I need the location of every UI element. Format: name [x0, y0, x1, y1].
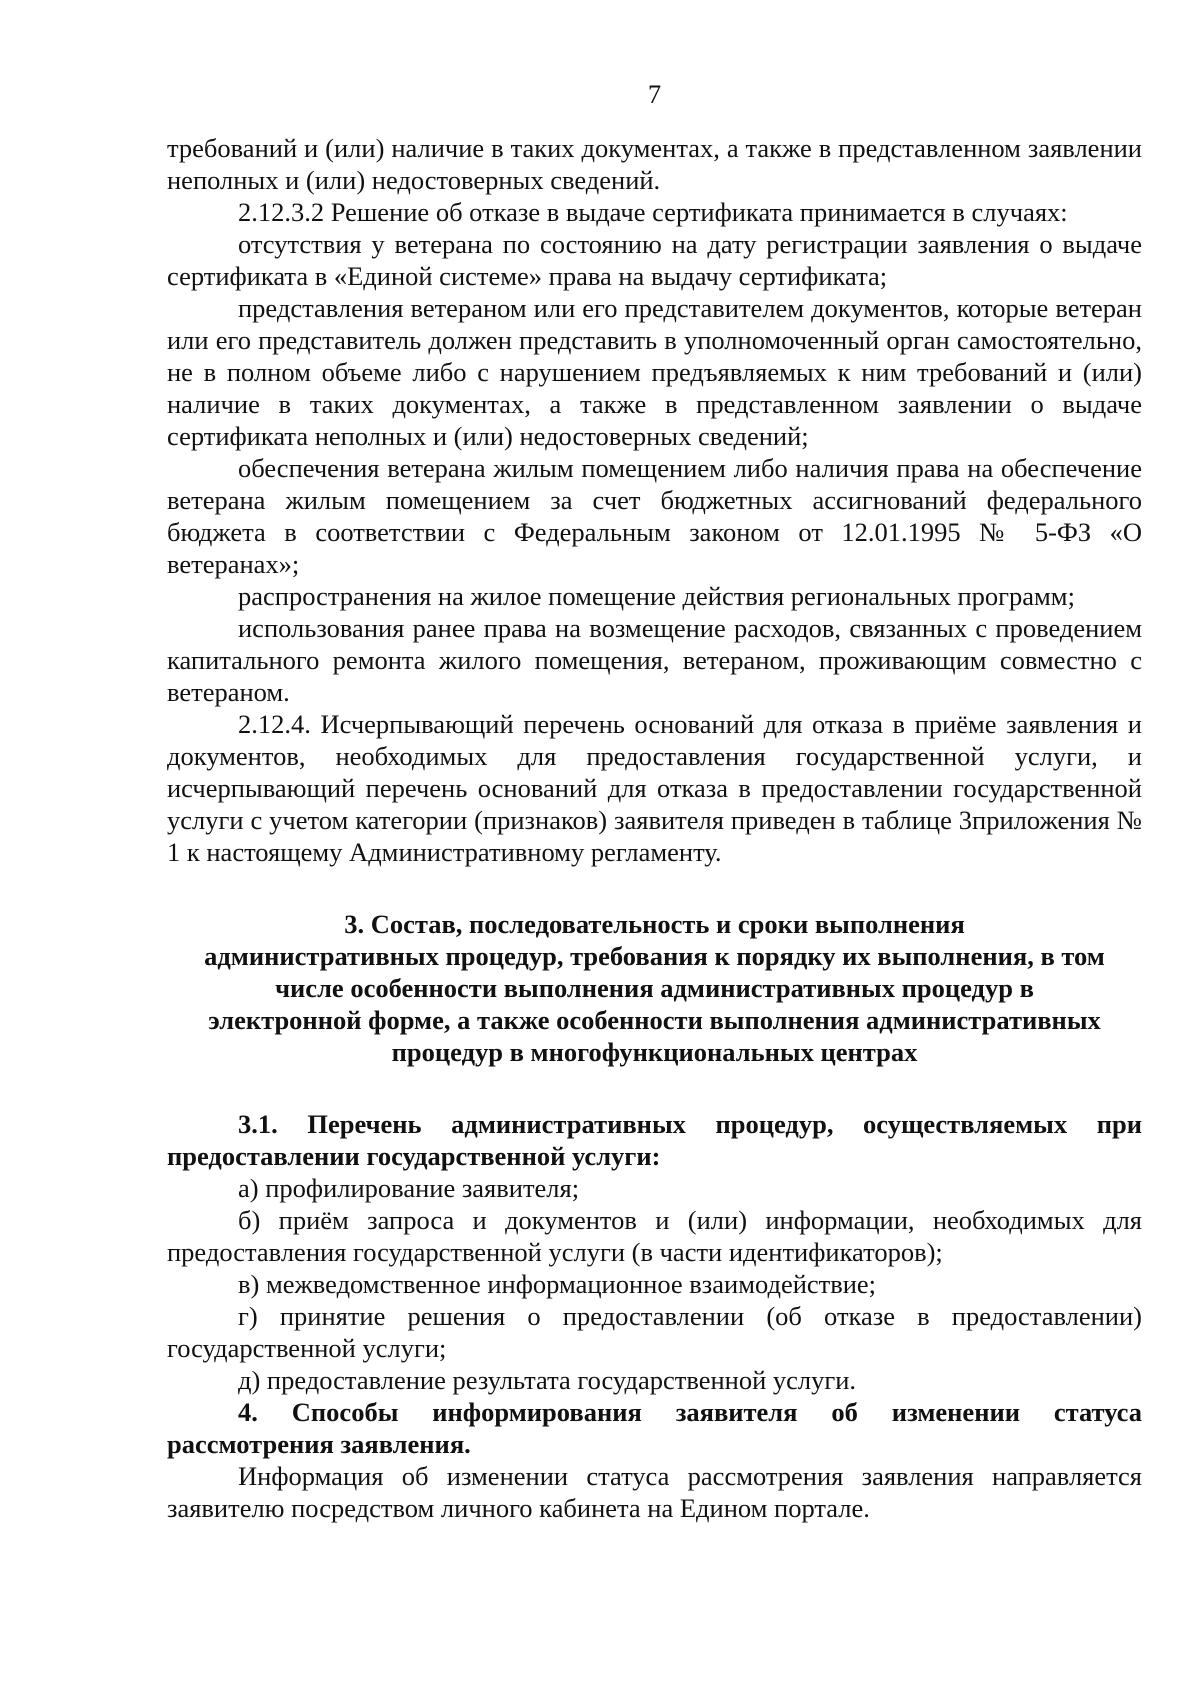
paragraph-reason-2: представления ветераном или его представителем документов, которые ветеран или его представитель должен представить в уполномоченный орган самостоятельно, не в полном объеме либо с нарушением предъявляемых к ним требований и (или) наличие в таких документах, а также в представленном заявлении о выдаче сертификата неполных и (или) недостоверных сведений;: [167, 293, 1142, 451]
paragraph-2-12-4: 2.12.4. Исчерпывающий перечень оснований для отказа в приёме заявления и документов, необходимых для предоставления государственной услуги, и исчерпывающий перечень оснований для отказа в предоставлении государственной услуги с учетом категории (признаков) заявителя приведен в таблице 3приложения № 1 к настоящему Административному регламенту.: [167, 709, 1142, 867]
section-3-heading: [167, 908, 1142, 1068]
list-item: б) приём запроса и документов и (или) информации, необходимых для предоставления государственной услуги (в части идентификаторов);: [167, 1205, 1142, 1267]
document-page: [167, 78, 1142, 1524]
list-item: а) профилирование заявителя;: [238, 1173, 580, 1203]
section-3-1-title: 3.1. Перечень административных процедур, осуществляемых при предоставлении государственной услуги:: [167, 1109, 1142, 1171]
section-3-heading-line: административных процедур, требования к порядку их выполнения, в том: [204, 941, 1105, 971]
section-4-title: 4. Способы информирования заявителя об изменении статуса рассмотрения заявления.: [167, 1397, 1142, 1459]
paragraph-reason-5: использования ранее права на возмещение расходов, связанных с проведением капитального ремонта жилого помещения, ветераном, проживающим совместно с ветераном.: [167, 613, 1142, 707]
paragraph-reason-3: обеспечения ветерана жилым помещением либо наличия права на обеспечение ветерана жилым помещением за счет бюджетных ассигнований федерального бюджета в соответствии с Федеральным законом от 12.01.1995 № 5-ФЗ «О ветеранах»;: [167, 453, 1142, 579]
paragraph-continuation: требований и (или) наличие в таких документах, а также в представленном заявлении неполных и (или) недостоверных сведений.: [167, 133, 1142, 195]
page-number: 7: [647, 79, 662, 109]
list-item: г) принятие решения о предоставлении (об отказе в предоставлении) государственной услуги;: [167, 1301, 1142, 1363]
section-3-heading-line: 3. Состав, последовательность и сроки выполнения: [344, 909, 965, 939]
section-3-heading-line: числе особенности выполнения административных процедур в: [275, 973, 1034, 1003]
paragraph-reason-4: распространения на жилое помещение действия региональных программ;: [238, 581, 1075, 611]
list-item: д) предоставление результата государственной услуги.: [238, 1365, 857, 1395]
paragraph-reason-1: отсутствия у ветерана по состоянию на дату регистрации заявления о выдаче сертификата в «Единой системе» права на выдачу сертификата;: [167, 229, 1142, 291]
paragraph-2-12-3-2: 2.12.3.2 Решение об отказе в выдаче сертификата принимается в случаях:: [238, 197, 1068, 227]
section-4-text: Информация об изменении статуса рассмотрения заявления направляется заявителю посредством личного кабинета на Едином портале.: [167, 1461, 1142, 1523]
list-item: в) межведомственное информационное взаимодействие;: [238, 1269, 877, 1299]
section-3-heading-line: электронной форме, а также особенности выполнения административных: [208, 1005, 1101, 1035]
section-3-heading-line: процедур в многофункциональных центрах: [391, 1037, 918, 1067]
